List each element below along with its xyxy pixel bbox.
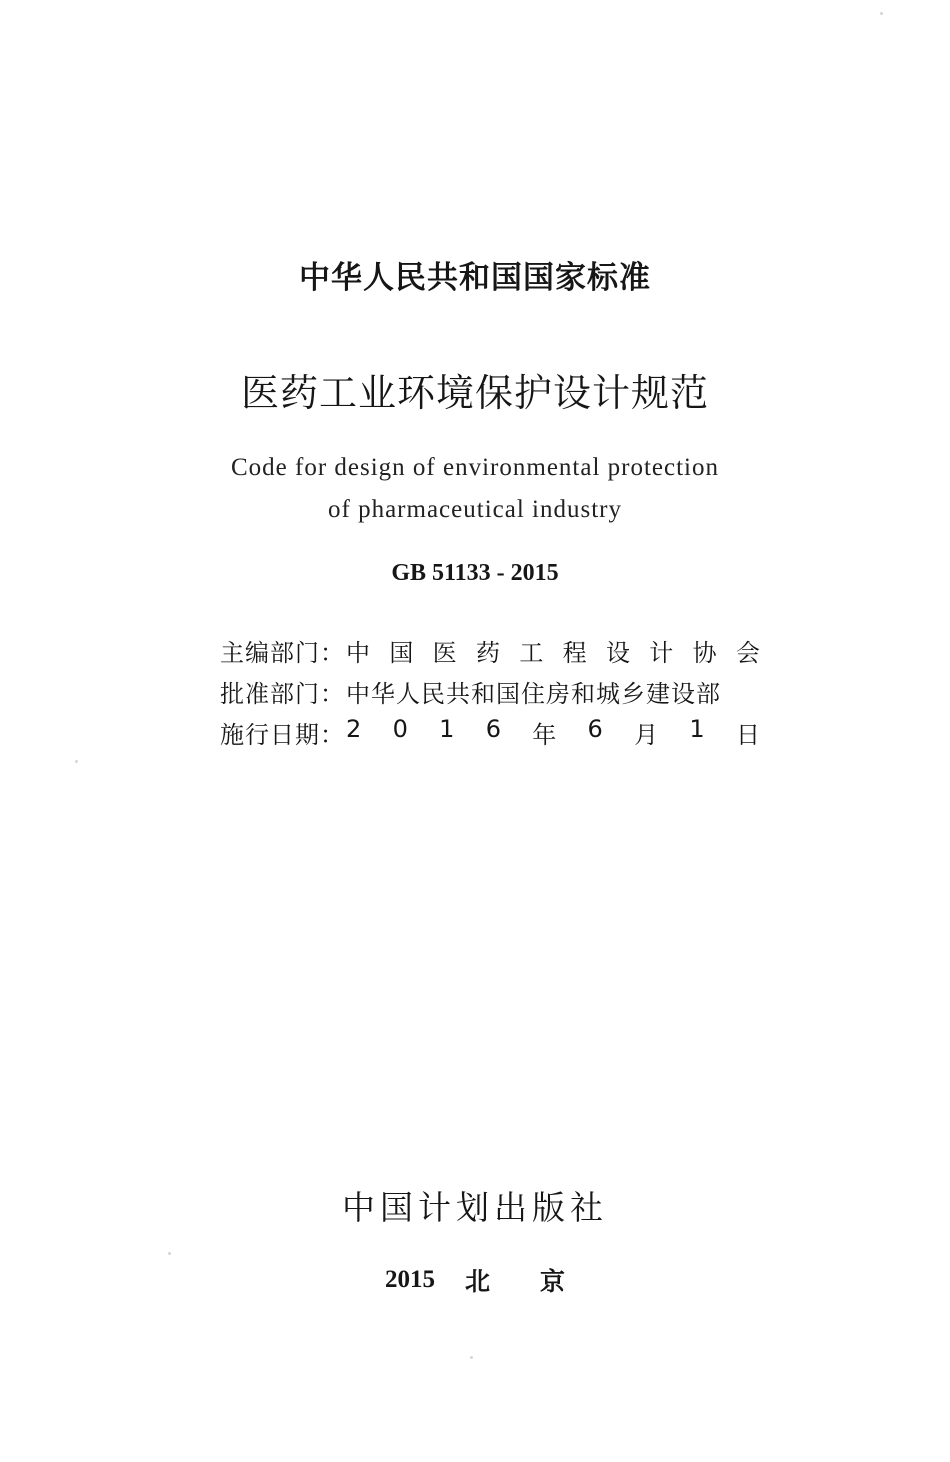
standard-header: 中华人民共和国国家标准 — [299, 260, 651, 296]
editor-char: 协 — [692, 639, 717, 667]
editor-char: 医 — [432, 639, 457, 667]
editor-char: 工 — [519, 639, 544, 667]
scan-speck — [880, 12, 883, 15]
editor-char: 会 — [735, 639, 760, 667]
title-chinese: 医药工业环境保护设计规范 — [240, 371, 709, 415]
date-char: 1 — [439, 715, 455, 743]
date-char: 日 — [735, 721, 760, 749]
effective-date-value — [346, 715, 760, 750]
title-english — [0, 447, 950, 531]
publication-info — [220, 630, 760, 753]
scan-speck — [75, 760, 78, 763]
publication-line — [0, 1262, 950, 1298]
editor-char: 中 — [346, 639, 370, 667]
editor-row — [220, 630, 760, 671]
standard-number: GB 51133 - 2015 — [391, 560, 559, 586]
editor-label: 主编部门： — [220, 639, 345, 667]
editor-value — [346, 633, 760, 668]
editor-char: 药 — [475, 639, 500, 667]
date-char: 0 — [392, 715, 408, 743]
date-char: 2 — [346, 715, 362, 743]
title-english-line-1: Code for design of environmental protection — [230, 454, 720, 481]
approver-value: 中华人民共和国住房和城乡建设部 — [346, 680, 721, 708]
publisher-name: 中国计划出版社 — [342, 1188, 608, 1227]
scan-speck — [470, 1356, 473, 1359]
publication-city: 北京 — [464, 1267, 615, 1296]
title-english-line-2: of pharmaceutical industry — [328, 496, 622, 523]
approver-label: 批准部门： — [220, 680, 345, 708]
editor-char: 计 — [649, 639, 674, 667]
date-char: 1 — [689, 715, 705, 743]
publication-year: 2015 — [384, 1266, 435, 1293]
editor-char: 设 — [605, 639, 630, 667]
scan-speck — [168, 1252, 171, 1255]
date-char: 年 — [532, 721, 557, 749]
date-char: 6 — [587, 715, 603, 743]
date-char: 月 — [634, 721, 659, 749]
effective-date-row — [220, 712, 760, 753]
date-char: 6 — [485, 715, 501, 743]
effective-date-label: 施行日期： — [220, 721, 345, 749]
editor-char: 国 — [389, 639, 414, 667]
approver-row — [220, 671, 760, 712]
editor-char: 程 — [562, 639, 587, 667]
